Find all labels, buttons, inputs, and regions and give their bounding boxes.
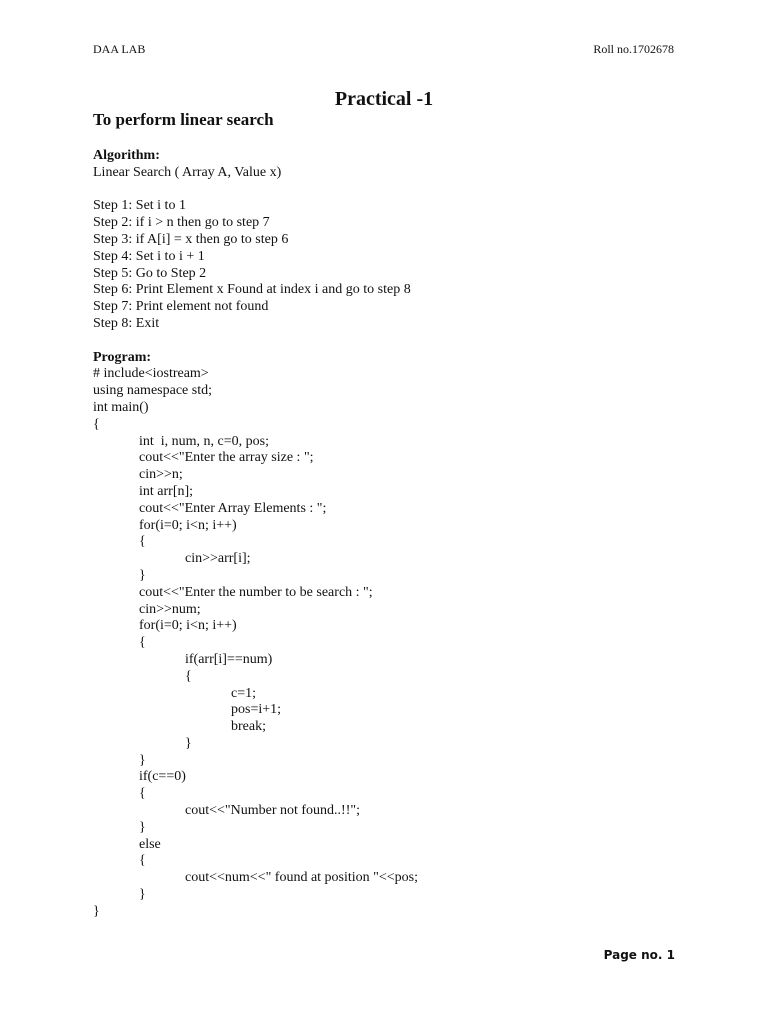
- algorithm-step: Step 6: Print Element x Found at index i and go to step 8: [93, 282, 411, 298]
- algorithm-steps: [93, 198, 418, 332]
- page-number: Page no. 1: [603, 948, 675, 962]
- code-line: c=1;: [231, 685, 256, 701]
- code-line: }: [139, 752, 146, 768]
- code-line: cout<<"Enter Array Elements : ";: [139, 500, 327, 516]
- code-line: int main(): [93, 399, 149, 415]
- algorithm-step: Step 5: Go to Step 2: [93, 265, 207, 281]
- algorithm-step: Step 1: Set i to 1: [93, 198, 186, 214]
- header-roll-number: Roll no.1702678: [593, 42, 674, 56]
- code-line: {: [139, 534, 146, 550]
- code-line: int i, num, n, c=0, pos;: [139, 433, 270, 449]
- code-line: else: [139, 836, 161, 852]
- algorithm-heading: Algorithm:: [93, 148, 160, 163]
- code-line: }: [139, 819, 146, 835]
- code-line: {: [139, 635, 146, 651]
- header-course-name: DAA LAB: [93, 42, 146, 56]
- code-line: cout<<"Number not found..!!";: [185, 803, 360, 819]
- code-line: cout<<num<<" found at position "<<pos;: [185, 870, 419, 886]
- code-line: for(i=0; i<n; i++): [139, 517, 237, 533]
- algorithm-step: Step 3: if A[i] = x then go to step 6: [93, 231, 289, 247]
- code-line: # include<iostream>: [93, 366, 209, 382]
- algorithm-step: Step 4: Set i to i + 1: [93, 248, 205, 264]
- code-line: cin>>n;: [139, 467, 183, 483]
- code-line: }: [139, 567, 146, 583]
- code-line: pos=i+1;: [231, 702, 282, 718]
- code-line: {: [185, 668, 192, 684]
- spacer: [93, 182, 418, 199]
- code-line: int arr[n];: [139, 483, 194, 499]
- code-line: {: [139, 786, 146, 802]
- algorithm-step: Step 8: Exit: [93, 315, 160, 331]
- program-heading: Program:: [93, 349, 152, 365]
- code-line: }: [139, 887, 146, 903]
- algorithm-step: Step 2: if i > n then go to step 7: [93, 215, 270, 231]
- code-line: cout<<"Enter the array size : ";: [139, 450, 314, 466]
- code-line: }: [185, 735, 192, 751]
- code-line: {: [139, 853, 146, 869]
- practical-aim: To perform linear search: [93, 110, 274, 129]
- code-line: if(arr[i]==num): [185, 651, 273, 667]
- code-line: break;: [231, 719, 266, 735]
- spacer: [93, 333, 418, 350]
- code-line: cout<<"Enter the number to be search : ";: [139, 584, 373, 600]
- page-title: Practical -1: [334, 88, 434, 110]
- code-line: for(i=0; i<n; i++): [139, 618, 237, 634]
- code-line: }: [93, 903, 100, 919]
- program-code: [93, 366, 418, 920]
- code-line: cin>>arr[i];: [185, 551, 251, 567]
- code-line: using namespace std;: [93, 383, 212, 399]
- algorithm-step: Step 7: Print element not found: [93, 299, 269, 315]
- algorithm-signature: Linear Search ( Array A, Value x): [93, 164, 282, 180]
- code-line: {: [93, 416, 100, 432]
- code-line: if(c==0): [139, 769, 186, 785]
- document-body: [93, 148, 418, 921]
- code-line: cin>>num;: [139, 601, 201, 617]
